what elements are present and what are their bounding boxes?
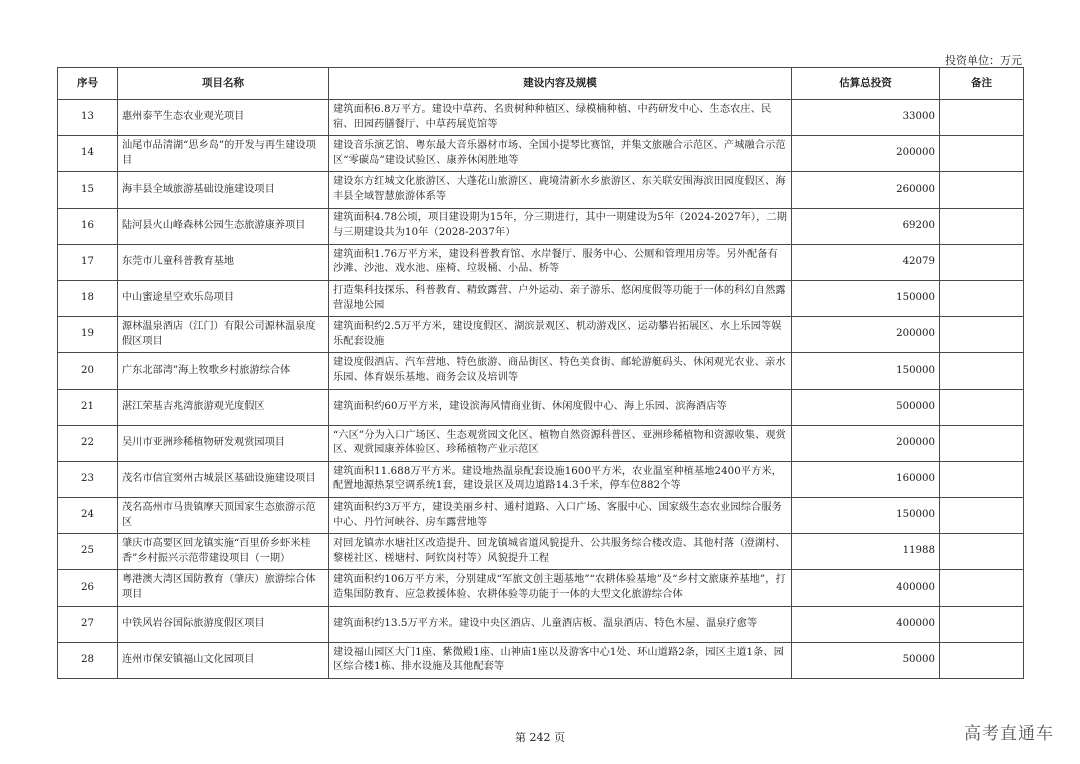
- cell-remark: [940, 208, 1024, 244]
- cell-seq: 25: [58, 534, 118, 570]
- cell-investment: 11988: [792, 534, 940, 570]
- cell-remark: [940, 136, 1024, 172]
- cell-remark: [940, 425, 1024, 461]
- cell-seq: 17: [58, 244, 118, 280]
- cell-remark: [940, 389, 1024, 425]
- cell-project-name: 茂名高州市马贵镇摩天顶国家生态旅游示范区: [118, 498, 329, 534]
- table-row: [58, 389, 1024, 425]
- table-row: [58, 208, 1024, 244]
- cell-remark: [940, 353, 1024, 389]
- cell-seq: 19: [58, 317, 118, 353]
- cell-investment: 69200: [792, 208, 940, 244]
- cell-remark: [940, 244, 1024, 280]
- cell-seq: 22: [58, 425, 118, 461]
- cell-seq: 20: [58, 353, 118, 389]
- cell-content: 建筑面积11.688万平方米。建设地热温泉配套设施1600平方米，农业温室种植基地2400平方米，配置地源热泵空调系统1套，建设景区及周边道路14.3千米，停车位882个等: [329, 461, 792, 497]
- cell-content: 建筑面积约106万平方米，分别建成“军旅文创主题基地”“农耕体验基地”及“乡村文旅康养基地”，打造集国防教育、应急救援体验、农耕体验等功能于一体的大型文化旅游综合体: [329, 570, 792, 606]
- cell-project-name: 陆河县火山峰森林公园生态旅游康养项目: [118, 208, 329, 244]
- cell-investment: 200000: [792, 317, 940, 353]
- table-row: [58, 100, 1024, 136]
- cell-project-name: 湛江荣基吉兆湾旅游观光度假区: [118, 389, 329, 425]
- cell-investment: 200000: [792, 136, 940, 172]
- cell-project-name: 吴川市亚洲珍稀植物研发观赏园项目: [118, 425, 329, 461]
- cell-seq: 16: [58, 208, 118, 244]
- project-table: [57, 67, 1024, 679]
- cell-project-name: 源林温泉酒店（江门）有限公司源林温泉度假区项目: [118, 317, 329, 353]
- cell-investment: 160000: [792, 461, 940, 497]
- watermark-text: 高考直通车: [964, 724, 1054, 744]
- cell-seq: 26: [58, 570, 118, 606]
- cell-content: 建设福山园区大门1座、紫微殿1座、山神庙1座以及游客中心1处、环山道路2条，园区主道1条、园区综合楼1栋、排水设施及其他配套等: [329, 642, 792, 678]
- cell-remark: [940, 317, 1024, 353]
- cell-project-name: 中铁风岩谷国际旅游度假区项目: [118, 606, 329, 642]
- cell-content: 建设东方红城文化旅游区、大蓬花山旅游区、鹿境清新水乡旅游区、东关联安围海滨田园度假区、海丰县全域智慧旅游体系等: [329, 172, 792, 208]
- header-content: 建设内容及规模: [329, 68, 792, 100]
- cell-remark: [940, 606, 1024, 642]
- table-row: [58, 570, 1024, 606]
- cell-content: 建筑面积6.8万平方。建设中草药、名贵树种种植区、绿模楠种植、中药研发中心、生态农庄、民宿、田园药膳餐厅、中草药展览馆等: [329, 100, 792, 136]
- header-seq: 序号: [58, 68, 118, 100]
- cell-project-name: 粤港澳大湾区国防教育（肇庆）旅游综合体项目: [118, 570, 329, 606]
- table-row: [58, 317, 1024, 353]
- cell-remark: [940, 642, 1024, 678]
- cell-seq: 24: [58, 498, 118, 534]
- cell-seq: 18: [58, 280, 118, 316]
- cell-investment: 33000: [792, 100, 940, 136]
- cell-project-name: 海丰县全域旅游基础设施建设项目: [118, 172, 329, 208]
- cell-remark: [940, 570, 1024, 606]
- cell-investment: 200000: [792, 425, 940, 461]
- cell-seq: 15: [58, 172, 118, 208]
- table-row: [58, 461, 1024, 497]
- cell-investment: 42079: [792, 244, 940, 280]
- cell-content: 建筑面积1.76万平方米，建设科普教育馆、水岸餐厅、服务中心、公厕和管理用房等。另外配备有沙滩、沙池、戏水池、座椅、垃圾桶、小品、桥等: [329, 244, 792, 280]
- table-row: [58, 642, 1024, 678]
- cell-remark: [940, 534, 1024, 570]
- cell-content: 建筑面积约3万平方，建设美丽乡村、通村道路、入口广场、客服中心、国家级生态农业园综合服务中心、丹竹河峡谷、房车露营地等: [329, 498, 792, 534]
- cell-content: 建筑面积4.78公顷，项目建设期为15年，分三期进行，其中一期建设为5年（2024-2027年），二期与三期建设共为10年（2028-2037年）: [329, 208, 792, 244]
- cell-remark: [940, 172, 1024, 208]
- cell-project-name: 惠州泰芊生态农业观光项目: [118, 100, 329, 136]
- table-header-row: [58, 68, 1024, 100]
- table-row: [58, 136, 1024, 172]
- cell-project-name: 东莞市儿童科普教育基地: [118, 244, 329, 280]
- cell-investment: 400000: [792, 570, 940, 606]
- page-number: 第 242 页: [515, 731, 565, 744]
- cell-content: 建筑面积约2.5万平方米，建设度假区、湖滨景观区、机动游戏区、运动攀岩拓展区、水上乐园等娱乐配套设施: [329, 317, 792, 353]
- investment-unit-label: 投资单位：万元: [945, 54, 1022, 67]
- cell-content: 建筑面积约13.5万平方米。建设中央区酒店、儿童酒店板、温泉酒店、特色木屋、温泉疗愈等: [329, 606, 792, 642]
- table-row: [58, 425, 1024, 461]
- cell-remark: [940, 498, 1024, 534]
- cell-seq: 14: [58, 136, 118, 172]
- header-investment: 估算总投资: [792, 68, 940, 100]
- cell-investment: 400000: [792, 606, 940, 642]
- cell-project-name: 连州市保安镇福山文化园项目: [118, 642, 329, 678]
- cell-investment: 260000: [792, 172, 940, 208]
- cell-investment: 150000: [792, 498, 940, 534]
- cell-content: 建筑面积约60万平方米，建设滨海风情商业街、休闲度假中心、海上乐园、滨海酒店等: [329, 389, 792, 425]
- cell-remark: [940, 461, 1024, 497]
- cell-project-name: 肇庆市高要区回龙镇实施“百里侨乡虾米桂香”乡村振兴示范带建设项目（一期）: [118, 534, 329, 570]
- table-row: [58, 534, 1024, 570]
- header-remark: 备注: [940, 68, 1024, 100]
- table-row: [58, 244, 1024, 280]
- cell-investment: 50000: [792, 642, 940, 678]
- table-row: [58, 353, 1024, 389]
- cell-remark: [940, 280, 1024, 316]
- cell-content: 对回龙镇赤水塘社区改造提升、回龙镇城省道风貌提升、公共服务综合楼改造、其他村落（澄湖村、黎槎社区、槎塘村、阿钦岗村等）风貌提升工程: [329, 534, 792, 570]
- cell-seq: 21: [58, 389, 118, 425]
- table-row: [58, 172, 1024, 208]
- cell-investment: 500000: [792, 389, 940, 425]
- cell-project-name: 茂名市信宜窦州古城景区基础设施建设项目: [118, 461, 329, 497]
- cell-seq: 23: [58, 461, 118, 497]
- table-row: [58, 280, 1024, 316]
- cell-investment: 150000: [792, 353, 940, 389]
- table-row: [58, 498, 1024, 534]
- cell-project-name: 中山蜜途星空欢乐岛项目: [118, 280, 329, 316]
- cell-seq: 28: [58, 642, 118, 678]
- header-project-name: 项目名称: [118, 68, 329, 100]
- cell-content: 建设度假酒店、汽车营地、特色旅游、商品街区、特色美食街、邮轮游艇码头、休闲观光农业、亲水乐园、体育娱乐基地、商务会议及培训等: [329, 353, 792, 389]
- cell-seq: 13: [58, 100, 118, 136]
- cell-content: 建设音乐演艺馆、粤东最大音乐器材市场、全国小提琴比赛馆，并集文旅融合示范区、产城融合示范区“零碳岛”建设试验区、康养休闲胜地等: [329, 136, 792, 172]
- cell-remark: [940, 100, 1024, 136]
- cell-investment: 150000: [792, 280, 940, 316]
- cell-content: 打造集科技探乐、科普教育、精致露营、户外运动、亲子游乐、悠闲度假等功能于一体的科幻自然露营湿地公园: [329, 280, 792, 316]
- table-row: [58, 606, 1024, 642]
- cell-project-name: 汕尾市品清湖“思乡岛”的开发与再生建设项目: [118, 136, 329, 172]
- cell-seq: 27: [58, 606, 118, 642]
- cell-project-name: 广东北部湾”海上牧歌乡村旅游综合体: [118, 353, 329, 389]
- cell-content: “六区”分为入口广场区、生态观赏园文化区、植物自然资源科普区、亚洲珍稀植物和资源收集、观赏区、观赏园康养体验区、珍稀植物产业示范区: [329, 425, 792, 461]
